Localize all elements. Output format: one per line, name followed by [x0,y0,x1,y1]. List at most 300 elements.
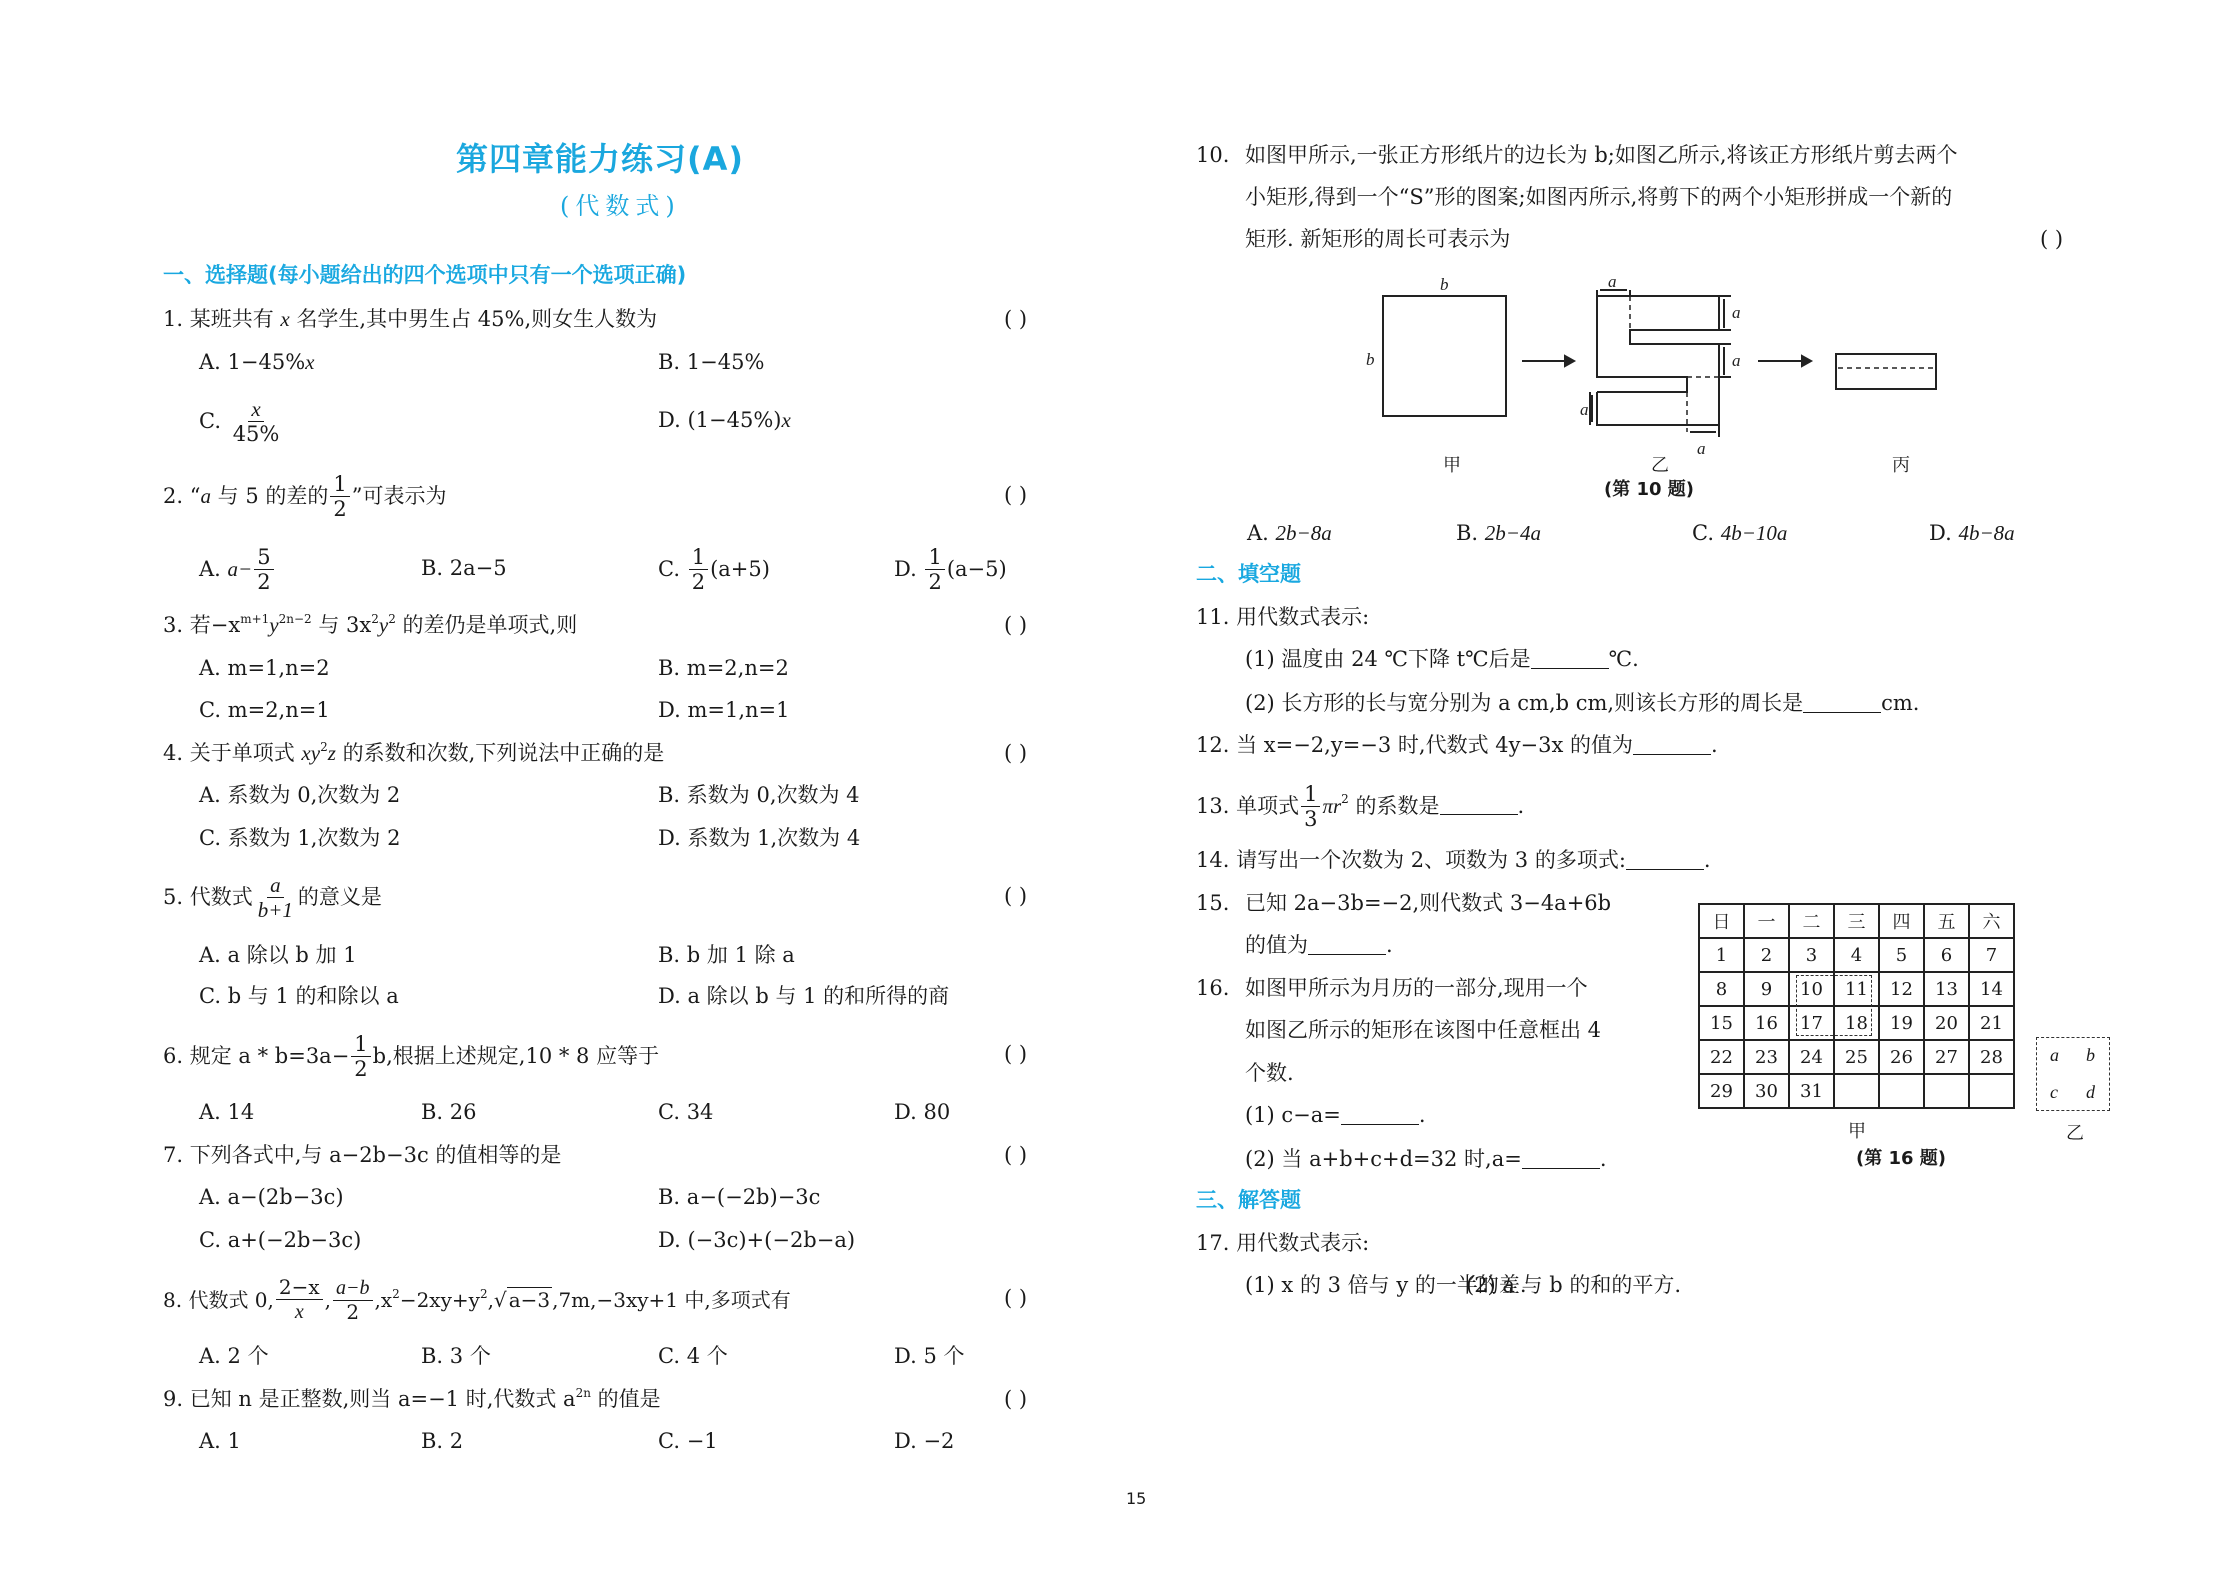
answer-bracket[interactable]: ( ) [1004,613,1028,637]
option-b[interactable] [1456,523,1541,544]
calendar-row [1699,938,2014,972]
question-text: (2) 长方形的长与宽分别为 a cm,b cm,则该长方形的周长是 [1245,691,1804,715]
question-10-number: 10. [1196,143,1230,167]
option-a[interactable] [199,1187,344,1208]
denominator: 2 [354,1057,368,1082]
option-text: m=2,n=2 [686,656,789,680]
option-b[interactable] [658,658,789,679]
option-text: 2b−8a [1275,521,1332,545]
numerator: 5 [254,546,273,570]
option-b[interactable] [658,1187,820,1208]
question-number: 5. [163,885,184,910]
denominator: 2 [333,497,347,522]
option-label: C. [199,1228,221,1252]
option-label: C. [199,984,221,1008]
question-number: 3. [163,613,184,637]
question-6 [163,1033,659,1080]
question-text: 的系数和次数,下列说法中正确的是 [342,741,665,765]
option-label: B. [421,556,444,580]
question-number: 12. [1196,733,1230,757]
fraction [333,1277,373,1323]
numerator: a−b [333,1277,373,1301]
numerator: 1 [330,473,349,497]
calendar-cell: 28 [1969,1040,2014,1074]
numerator: 1 [925,546,944,570]
answer-blank[interactable] [1633,736,1711,755]
question-text: 的差仍是单项式,则 [402,613,578,637]
question-11 [1196,607,1369,628]
option-label: C. [1692,521,1714,545]
answer-blank[interactable] [1803,694,1881,713]
calendar-cell: 15 [1699,1006,1744,1040]
option-label: C. [658,1100,680,1124]
option-b[interactable] [421,1431,463,1452]
figure-label-yi: 乙 [2066,1123,2084,1144]
question-text: 的意义是 [297,885,382,910]
numerator: x [248,398,263,422]
exponent: 2 [320,740,328,754]
option-label: C. [199,698,221,722]
exponent: 2 [388,612,396,626]
option-d[interactable] [658,1230,855,1251]
fraction [276,1277,323,1323]
option-text: a−(−2b)−3c [686,1185,821,1209]
denominator: 45% [232,422,280,447]
arrow-2-head [1802,356,1811,366]
question-text: 当 x=−2,y=−3 时,代数式 4y−3x 的值为 [1236,733,1633,757]
calendar-cell [1969,1074,2014,1108]
option-label: B. [658,1185,681,1209]
calendar-header: 二 [1789,904,1834,938]
option-text: 2b−4a [1484,521,1541,545]
calendar-cell: 31 [1789,1074,1834,1108]
question-text: ”可表示为 [351,484,447,509]
question-text: $,x^2-2xy+y^2,√$ a−3 ,7m,−3xy+1 中,多项式有 [374,1287,791,1312]
question-number: 2. [163,484,184,509]
exponent: 2n [575,1386,591,1400]
label-a: a [1608,272,1617,291]
question-text: 若−x [189,613,241,637]
option-text: (−3c)+(−2b−a) [687,1228,856,1252]
option-b[interactable] [658,352,764,373]
question-1 [163,309,657,330]
denominator: 3 [1304,807,1318,832]
calendar-cell [1834,1074,1879,1108]
question-11-part-2 [1245,693,1919,714]
question-14: 14. 请写出一个次数为 2、项数为 3 的多项式: . [1196,848,1711,872]
option-c[interactable] [199,828,400,849]
figure-label-yi: 乙 [1651,455,1669,476]
option-text: 4b−10a [1720,521,1788,545]
option-b[interactable] [658,785,860,806]
answer-bracket[interactable]: ( ) [1004,1143,1028,1167]
question-number: 4. [163,741,184,765]
option-label: A. [199,1429,221,1453]
arrow-1-head [1565,356,1574,366]
calendar-cell: 21 [1969,1006,2014,1040]
section-solve-heading: 三、解答题 [1196,1188,1301,1212]
page-subtitle: (代数式) [560,192,681,220]
option-d[interactable] [658,986,949,1007]
option-label: B. [421,1429,444,1453]
question-text: 用代数式表示: [1236,1231,1370,1255]
calendar-header: 六 [1969,904,2014,938]
question-text: 请写出一个次数为 2、项数为 3 的多项式: [1236,848,1626,872]
calendar-cell: 6 [1924,938,1969,972]
answer-bracket[interactable]: ( ) [1004,741,1028,765]
option-text: 26 [449,1100,477,1124]
option-a[interactable] [199,945,357,966]
option-a[interactable] [199,1102,254,1123]
calendar-cell: 24 [1789,1040,1834,1074]
option-label: D. [658,984,681,1008]
option-text: b 加 1 除 a [686,943,795,967]
answer-blank[interactable] [1531,650,1609,669]
question-number: 13. [1196,794,1230,819]
question-8 [163,1277,791,1323]
calendar-cell: 22 [1699,1040,1744,1074]
option-text: 3 个 [449,1344,491,1368]
option-label: C. [658,1429,680,1453]
option-label: B. [658,783,681,807]
s-shape-bottom [1597,344,1719,425]
calendar-cell: 3 [1789,938,1834,972]
option-var: x [781,408,791,432]
fraction [351,1033,370,1080]
question-number: 1. [163,307,184,331]
calendar-header: 四 [1879,904,1924,938]
option-text: −2 [923,1429,955,1453]
option-label: D. [658,698,681,722]
figure-caption: (第 10 题) [1604,479,1695,500]
question-15-line-2: 的值为 . [1245,933,1393,957]
rect-bing [1836,354,1936,389]
denominator: b+1 [257,898,293,923]
option-text: a 除以 b 加 1 [227,943,357,967]
question-4 [163,740,665,765]
question-2 [163,473,447,520]
option-label: D. [894,1100,917,1124]
figure-q10 [1360,270,1960,470]
calendar-cell: 7 [1969,938,2014,972]
box-var-d: d [2086,1082,2095,1102]
option-text: (a−5) [946,557,1007,582]
option-d[interactable] [894,546,1007,593]
option-a[interactable] [199,546,276,593]
option-label: A. [199,1344,221,1368]
exponent: 2 [1341,792,1349,807]
calendar-cell: 19 [1879,1006,1924,1040]
numerator: 1 [1301,783,1320,807]
answer-blank[interactable] [1440,796,1518,815]
radical: a−3 [508,1288,551,1312]
answer-blank[interactable] [1626,851,1704,870]
square-jia [1383,296,1506,416]
option-label: B. [1456,521,1479,545]
variable: x [280,307,290,331]
option-text: −1 [686,1429,718,1453]
exponent: 2n−2 [278,612,312,626]
calendar-cell: 9 [1744,972,1789,1006]
calendar-cell: 17 [1789,1006,1834,1040]
question-number: 8. [163,1288,183,1312]
calendar-selection-box [1796,975,1872,1036]
calendar-cell: 18 [1834,1006,1879,1040]
question-number: 9. [163,1387,184,1411]
question-text: 的系数是 [1355,794,1440,819]
option-text: b 与 1 的和除以 a [227,984,399,1008]
option-a[interactable] [199,1431,241,1452]
option-c[interactable] [1692,523,1787,544]
box-var-a: a [2050,1045,2059,1065]
variable: xy [301,741,321,765]
answer-bracket[interactable]: ( ) [1004,1286,1028,1310]
option-text: 2 个 [227,1344,269,1368]
option-label: C. [658,1344,680,1368]
option-a[interactable] [199,785,400,806]
option-label: C. [658,557,680,582]
option-label: C. [199,826,221,850]
question-16-line-1: 如图甲所示为月历的一部分,现用一个 [1245,976,1588,1000]
fraction [230,398,283,445]
question-10-line-2: 小矩形,得到一个“S”形的图案;如图丙所示,将剪下的两个小矩形拼成一个新的 [1245,185,1953,209]
option-d[interactable] [894,1346,965,1367]
option-var: x [305,350,315,374]
option-text: a−(2b−3c) [227,1185,344,1209]
section-fill-heading: 二、填空题 [1196,562,1301,586]
option-label: D. [1929,521,1952,545]
answer-blank[interactable] [1341,1106,1419,1125]
option-label: D. [658,1228,681,1252]
option-label: D. [658,826,681,850]
option-c[interactable] [199,1230,361,1251]
option-b[interactable] [421,1346,491,1367]
option-c[interactable] [658,1431,718,1452]
fraction [925,546,944,593]
calendar-cell: 20 [1924,1006,1969,1040]
option-label: B. [421,1344,444,1368]
option-text: 2a−5 [449,556,507,580]
option-d[interactable] [1929,523,2015,544]
option-d[interactable] [658,410,791,431]
option-c[interactable] [658,1346,728,1367]
option-b[interactable] [421,558,507,579]
question-16-number: 16. [1196,976,1230,1000]
question-16-line-3: 个数. [1245,1061,1294,1085]
option-label: D. [894,1344,917,1368]
label-a: a [1697,439,1706,458]
calendar-cell: 11 [1834,972,1879,1006]
answer-bracket[interactable]: ( ) [1004,1042,1028,1066]
calendar-cell: 8 [1699,972,1744,1006]
calendar-header: 五 [1924,904,1969,938]
label-b-top: b [1440,275,1449,294]
question-16-part-1: (1) c−a= . [1245,1103,1426,1127]
calendar-cell: 12 [1879,972,1924,1006]
option-text: m=1,n=1 [687,698,790,722]
option-label: B. [421,1100,444,1124]
option-a[interactable] [1247,523,1332,544]
exponent: 2 [371,612,379,626]
option-text: a+(−2b−3c) [227,1228,362,1252]
question-text: 与 5 的差的 [217,484,329,509]
answer-bracket[interactable]: ( ) [1004,307,1028,331]
option-c[interactable] [658,1102,713,1123]
question-number: 14. [1196,848,1230,872]
option-text: 4b−8a [1958,521,2015,545]
calendar-cell: 27 [1924,1040,1969,1074]
numerator: 2−x [276,1277,323,1300]
separator: , [324,1288,332,1312]
calendar-cell: 30 [1744,1074,1789,1108]
option-text: m=2,n=1 [227,698,330,722]
option-a[interactable] [199,1346,269,1367]
option-text: 80 [923,1100,951,1124]
option-text: 1 [227,1429,241,1453]
option-text: 34 [686,1100,714,1124]
numerator: 1 [351,1033,370,1057]
question-17-part-1: (1) x 的 3 倍与 y 的一半的差. [1245,1273,1527,1297]
option-d[interactable] [658,700,789,721]
calendar-cell [1879,1074,1924,1108]
calendar-cell: 16 [1744,1006,1789,1040]
option-text: 1−45% [227,350,306,374]
question-text: 规定 a * b=3a− [189,1044,350,1069]
question-text: 用代数式表示: [1236,605,1370,629]
answer-bracket[interactable]: ( ) [1004,1387,1028,1411]
variable: z [327,741,336,765]
option-text: 1−45% [686,350,765,374]
question-17-part-2: (2) a 与 b 的和的平方. [1466,1273,1682,1297]
option-text: (a+5) [710,557,770,582]
option-a[interactable] [199,352,315,373]
numerator: 1 [689,546,708,570]
fraction [254,546,273,593]
unit: ℃. [1608,647,1639,671]
option-b[interactable] [658,945,795,966]
question-15-line-1: 已知 2a−3b=−2,则代数式 3−4a+6b [1245,891,1612,915]
option-c[interactable] [199,700,330,721]
calendar-cell: 23 [1744,1040,1789,1074]
calendar-cell [1924,1074,1969,1108]
question-3 [163,612,578,637]
option-text: 系数为 0,次数为 2 [227,783,401,807]
numerator: a [267,874,284,898]
calendar-cell: 1 [1699,938,1744,972]
fraction [1301,783,1320,830]
question-text: 代数式 0, [188,1288,274,1312]
question-9 [163,1386,661,1411]
fraction [330,473,349,520]
question-10-line-1: 如图甲所示,一张正方形纸片的边长为 b;如图乙所示,将该正方形纸片剪去两个 [1245,143,1958,167]
calendar-cell: 5 [1879,938,1924,972]
figure-label-bing: 丙 [1892,455,1910,476]
question-text: 单项式 [1236,794,1300,819]
option-text: (1−45%) [687,408,782,432]
question-16-line-2: 如图乙所示的矩形在该图中任意框出 4 [1245,1018,1602,1042]
question-13: 13. 单项式 $\frac{1}{3}$ $\pi r^2$ 的系数是 . [1196,782,1525,832]
option-label: A. [199,656,221,680]
question-16-part-2: (2) 当 a+b+c+d=32 时,a= . [1245,1147,1607,1171]
box-var-b: b [2086,1045,2095,1065]
answer-bracket[interactable]: ( ) [2040,227,2064,251]
box-var-c: c [2050,1082,2058,1102]
calendar-cell: 13 [1924,972,1969,1006]
question-text: 某班共有 [189,307,274,331]
question-text: 下列各式中,与 a−2b−3c 的值相等的是 [189,1143,562,1167]
figure-caption: (第 16 题) [1856,1148,1947,1169]
option-label: B. [658,350,681,374]
option-text: m=1,n=2 [227,656,330,680]
denominator: 2 [346,1300,360,1324]
figure-label-jia: 甲 [1443,455,1461,476]
question-11-part-1 [1245,649,1639,670]
page-title: 第四章能力练习(A) [456,140,745,178]
option-text: 5 个 [923,1344,965,1368]
option-label: A. [199,557,221,582]
denominator: 2 [691,570,706,595]
option-b[interactable] [421,1102,477,1123]
option-label: D. [894,1429,917,1453]
question-text: 关于单项式 [189,741,295,765]
answer-blank[interactable] [1522,1150,1600,1169]
answer-bracket[interactable]: ( ) [1004,884,1028,908]
question-text: 名学生,其中男生占 45%,则女生人数为 [296,307,658,331]
option-d[interactable] [894,1431,954,1452]
answer-blank[interactable] [1308,936,1386,955]
denominator: 2 [257,570,271,595]
option-text: 2 [449,1429,464,1453]
option-text: 4 个 [686,1344,728,1368]
option-label: A. [199,350,221,374]
option-label: A. [1247,521,1269,545]
option-a[interactable] [199,658,330,679]
page-number: 15 [1126,1489,1147,1508]
variable: πr [1322,794,1342,819]
option-c[interactable] [199,986,399,1007]
option-label: A. [199,943,221,967]
option-label: B. [658,943,681,967]
option-text: a 除以 b 与 1 的和所得的商 [687,984,950,1008]
option-text: 系数为 1,次数为 2 [227,826,401,850]
option-d[interactable] [894,1102,950,1123]
option-label: C. [199,409,221,434]
answer-bracket[interactable]: ( ) [1004,483,1028,507]
option-text: 系数为 0,次数为 4 [686,783,860,807]
option-d[interactable] [658,828,860,849]
calendar-row [1699,1040,2014,1074]
option-label: D. [894,557,917,582]
option-c[interactable] [199,398,284,445]
denominator: x [294,1301,304,1323]
label-b-left: b [1366,350,1375,369]
calendar-header: 三 [1834,904,1879,938]
figure-label-jia: 甲 [1848,1121,1866,1142]
question-7 [163,1145,561,1166]
question-10-line-3: 矩形. 新矩形的周长可表示为 [1245,227,1511,251]
section-choice-heading: 一、选择题(每小题给出的四个选项中只有一个选项正确) [163,263,687,287]
question-text: 的值是 [597,1387,661,1411]
calendar-cell: 26 [1879,1040,1924,1074]
selection-template-box [2036,1037,2110,1111]
option-c[interactable] [658,546,770,593]
question-17 [1196,1233,1369,1254]
unit: cm. [1881,691,1920,715]
fraction [255,874,296,921]
question-text: 与 3x [318,613,372,637]
question-text: b,根据上述规定,10 * 8 应等于 [372,1044,660,1069]
variable: a [200,484,211,509]
